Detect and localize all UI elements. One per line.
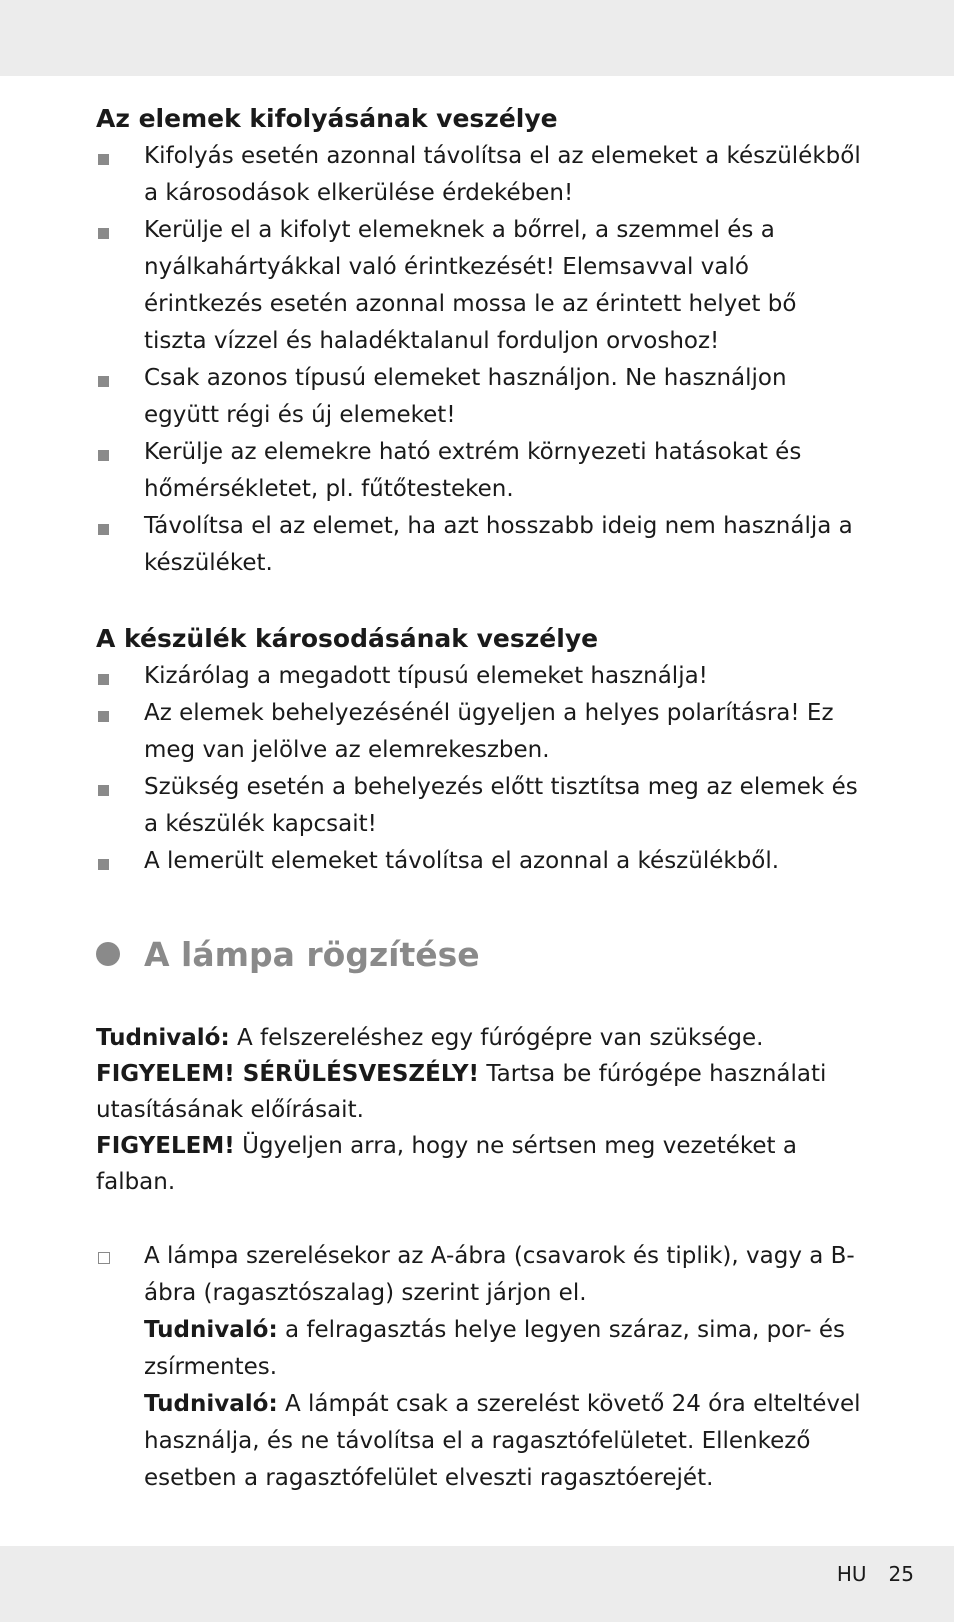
list-item: Az elemek behelyezésénél ügyeljen a helyes polarításra! Ez meg van jelölve az elemrekeszben. — [96, 695, 866, 769]
section-title: A lámpa rögzítése — [144, 934, 480, 974]
square-bullet-icon — [98, 674, 109, 685]
language-code: HU — [836, 1562, 867, 1586]
section-title-block — [96, 924, 866, 984]
square-bullet-icon — [98, 859, 109, 870]
square-bullet-icon — [98, 524, 109, 535]
top-band — [0, 0, 954, 76]
list-item: Szükség esetén a behelyezés előtt tisztítsa meg az elemek és a készülék kapcsait! — [96, 769, 866, 843]
page-number: 25 — [888, 1562, 914, 1586]
warning-label: FIGYELEM! SÉRÜLÉSVESZÉLY! — [96, 1061, 480, 1087]
warning-paragraph: FIGYELEM! SÉRÜLÉSVESZÉLY! Tartsa be fúrógépe használati utasításának előírásait. — [96, 1061, 827, 1123]
note-label: Tudnivaló: — [96, 1025, 230, 1051]
list-item: Távolítsa el az elemet, ha azt hosszabb ideig nem használja a készüléket. — [96, 508, 866, 582]
step-item: A lámpa szerelésekor az A-ábra (csavarok és tiplik), vagy a B- ábra (ragasztószalag) szerint járjon el. Tudnivaló: a felragasztás helye legyen száraz, sima, por- és zsírmentes. Tudnivaló: A lámpát csak a szerelést követő 24 óra elteltével használja, és ne távolítsa el a ragasztófelületet. Ellenkező esetben a ragasztófelület elveszti ragasztóerejét. — [96, 1238, 866, 1497]
warning-label: FIGYELEM! — [96, 1133, 235, 1159]
page-content — [96, 100, 866, 1497]
square-bullet-icon — [98, 711, 109, 722]
leakage-list — [96, 138, 866, 582]
list-item: Kizárólag a megadott típusú elemeket használja! — [96, 658, 866, 695]
list-item: Kerülje el a kifolyt elemeknek a bőrrel, a szemmel és a nyálkahártyákkal való érintkezését! Elemsavval való érintkezés esetén azonnal mossa le az érintett helyet bő tiszta vízzel és haladéktalanul forduljon orvoshoz! — [96, 212, 866, 360]
note-paragraph: Tudnivaló: A felszereléshez egy fúrógépre van szüksége. — [96, 1025, 764, 1051]
list-item: Kifolyás esetén azonnal távolítsa el az elemeket a készülékből a károsodások elkerülése érdekében! — [96, 138, 866, 212]
checkbox-square-icon — [98, 1252, 110, 1264]
square-bullet-icon — [98, 450, 109, 461]
list-item: A lemerült elemeket távolítsa el azonnal a készülékből. — [96, 843, 866, 880]
page-footer — [837, 1562, 914, 1586]
list-item: Csak azonos típusú elemeket használjon. Ne használjon együtt régi és új elemeket! — [96, 360, 866, 434]
list-item: Kerülje az elemekre ható extrém környezeti hatásokat és hőmérsékletet, pl. fűtőtesteken. — [96, 434, 866, 508]
circle-bullet-icon — [96, 942, 120, 966]
step-note: Tudnivaló: A lámpát csak a szerelést követő 24 óra elteltével használja, és ne távolítsa el a ragasztófelületet. Ellenkező esetben a ragasztófelület elveszti ragasztóerejét. — [144, 1391, 861, 1491]
mounting-notes — [96, 1020, 866, 1200]
square-bullet-icon — [98, 228, 109, 239]
mounting-steps — [96, 1238, 866, 1497]
step-note: Tudnivaló: a felragasztás helye legyen száraz, sima, por- és zsírmentes. — [144, 1317, 845, 1380]
square-bullet-icon — [98, 785, 109, 796]
square-bullet-icon — [98, 376, 109, 387]
section-heading-leakage: Az elemek kifolyásának veszélye — [96, 104, 558, 133]
bottom-band — [0, 1546, 954, 1622]
note-label: Tudnivaló: — [144, 1391, 278, 1417]
square-bullet-icon — [98, 154, 109, 165]
damage-list — [96, 658, 866, 880]
note-label: Tudnivaló: — [144, 1317, 278, 1343]
warning-paragraph: FIGYELEM! Ügyeljen arra, hogy ne sértsen meg vezetéket a falban. — [96, 1133, 797, 1195]
section-heading-damage: A készülék károsodásának veszélye — [96, 624, 599, 653]
